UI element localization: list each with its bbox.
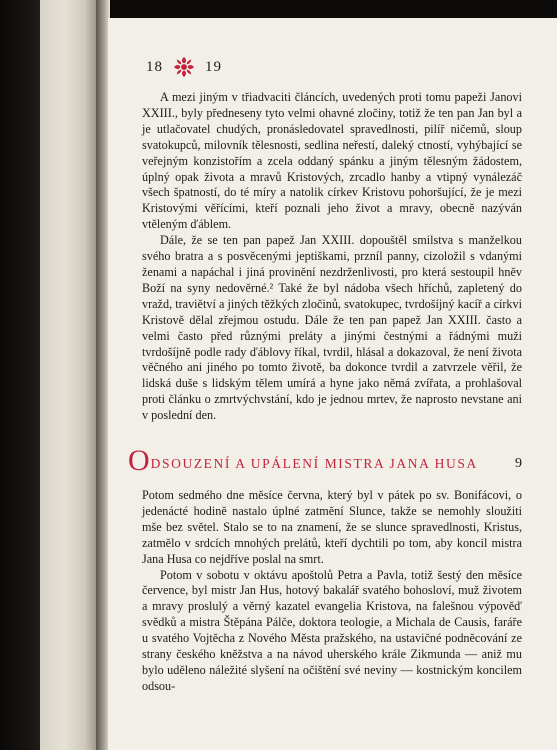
page-content <box>128 56 522 695</box>
heading-text: DSOUZENÍ A UPÁLENÍ MISTRA JANA HUSA <box>150 456 478 472</box>
folio-right: 19 <box>205 58 222 75</box>
folio-left: 18 <box>146 58 163 75</box>
paragraph: Potom v sobotu v oktávu apoštolů Petra a Pavla, totiž šestý den měsíce července, byl mistr Jan Hus, hotový bakalář svatého bohosloví, muž životem a mravy proslulý a věrný kazatel evangelia Kristova, na falešnou výpověď svědků a mistra Štěpána Pálče, doktora teologie, a Michala de Causis, faráře u svatého Vojtěcha z Nového Města pražského, na ustavičné podněcování ze strany českého kněžstva a na návod uherského krále Zikmunda — aniž mu bylo uděleno náležité slyšení na očištění své neviny — kostnickým koncilem odsou- <box>142 567 522 693</box>
heading-number: 9 <box>515 456 522 472</box>
section-heading <box>128 444 522 478</box>
heading-initial: O <box>128 444 150 478</box>
paragraph: Potom sedmého dne měsíce června, který byl v pátek po sv. Bonifácovi, o jedenácté hodině nastalo úplné zatmění Slunce, takže se nemohly sloužiti mše bez světel. Stalo se to na znamení, že se slunce spravedlnosti, Kristus, zatmělo v srdcích mnohých prelátů, kteří dychtili po tom, aby koncil mistra Jana Husa co nejdříve poslal na smrt. <box>142 488 522 566</box>
running-header <box>146 56 522 78</box>
previous-page-edge <box>40 0 100 750</box>
paragraph: A mezi jiným v třiadvaciti článcích, uvedených proti tomu papeži Janovi XXIII., byly předneseny tyto velmi ohavné zločiny, totiž že ten pan Jan byl a je utlačovatel chudých, pronásledovatel spravedlnosti, pilíř ničemů, sloup svatokupců, milovník tělesnosti, sedlina neřestí, daleký ctností, vyhýbající se veřejným konzistořím a zcela oddaný spánku a jiným tělesným žádostem, úplný opak života a mravů Kristových, zrcadlo hanby a vtipný vynálezáč všech špatností, do té míry a natolik církev Kristovu pohoršující, že je mezi Kristovými věřícími, kteří poznali jeho život a mravy, obecně nazýván vtěleným ďáblem. <box>142 90 522 232</box>
paragraph: Dále, že se ten pan papež Jan XXIII. dopouštěl smilstva s manželkou svého bratra a s posvěcenými jeptiškami, przníl panny, cizoložil s vdanými ženami a napáchal i jiná provinění nezdrženlivosti, pro která sestoupil hněv Boží na syny nedověrné.² Také že byl nádoba všech hříchů, zapletený do vražd, traviětví a jiných těžkých zločinů, svatokupec, tvrdošíjný kacíř a církvi Kristově dělal zřejmou ostudu. Dále že ten pan papež Jan XXIII. často a velmi často před různými preláty a jinými čestnými a řádnými muži tvrdošíjně podle rady ďáblovy říkal, tvrdil, hlásal a dokazoval, že není života věčného ani jiného po tomto životě, ba dokonce tvrdil a zatvrzele věřil, že lidská duše s lidským tělem umírá a hyne jako němá zvířata, a prohlašoval proti článku o zmrtvýchvstání, kdo je jednou mrtev, že naprosto nevstane ani v poslední den. <box>142 233 522 423</box>
flower-ornament-icon <box>173 56 195 78</box>
book-page <box>108 18 557 750</box>
